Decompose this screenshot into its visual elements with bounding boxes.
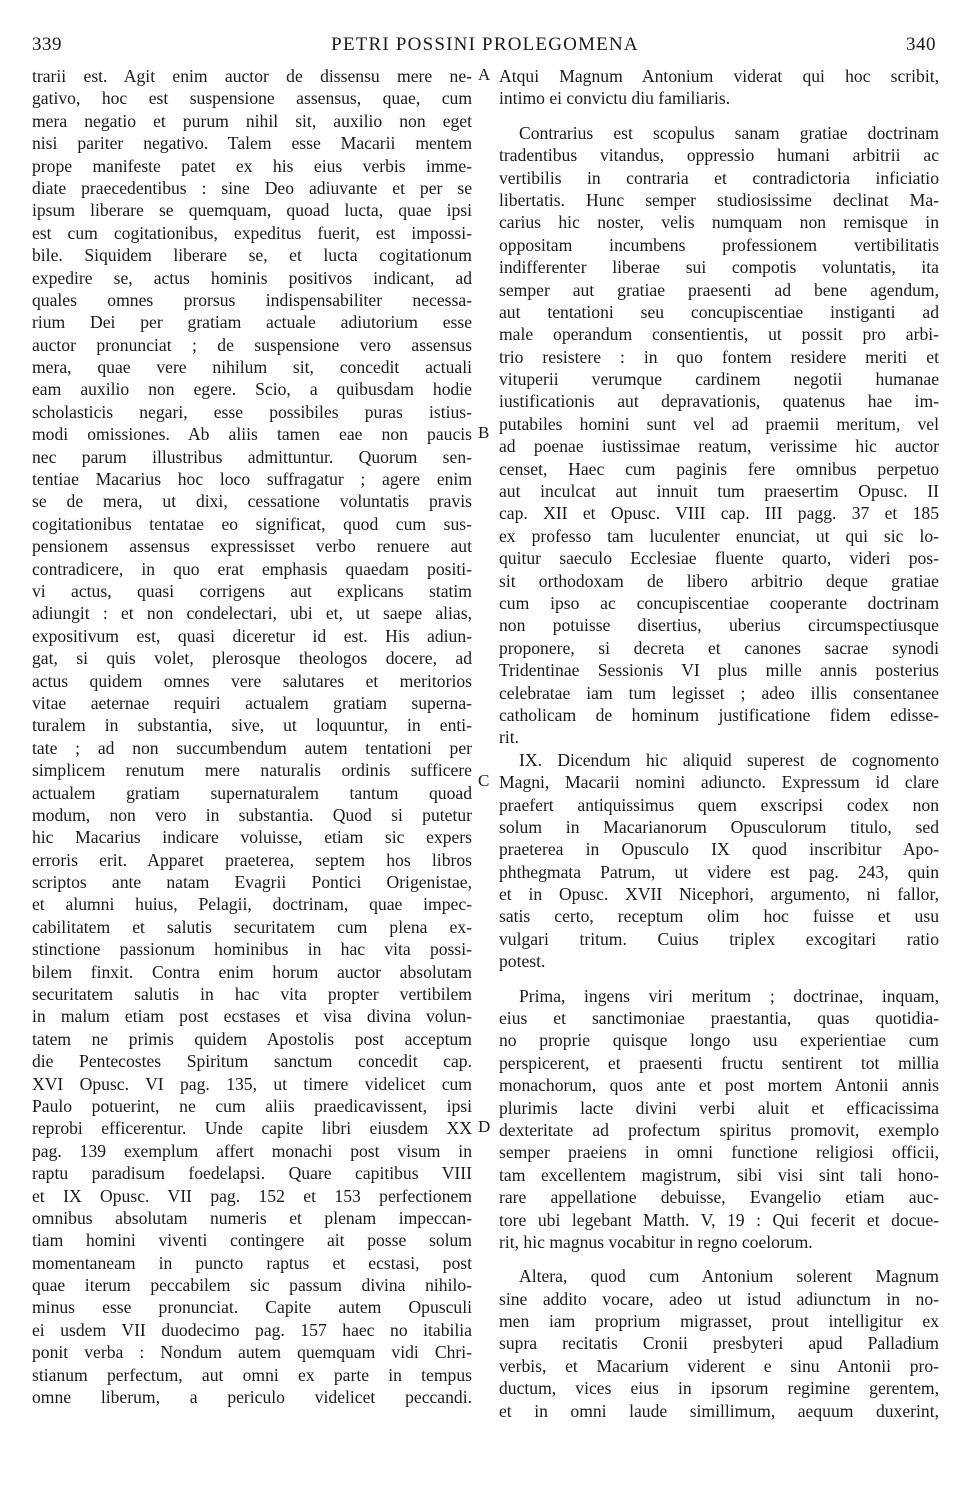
text-line: aut tentationi seu concupiscentiae instiganti ad: [499, 301, 939, 322]
text-line: semper aut gratiae praesenti ad bene agendum,: [499, 279, 939, 300]
text-line: expedire se, actus hominis positivos indicant, ad: [32, 267, 472, 288]
text-line: mera negatio et purum nihil sit, auxilio non eget: [32, 110, 472, 131]
text-line: ad poenae iustissimae reatum, verissime hic auctor: [499, 436, 939, 457]
text-line: hic Macarius indicare voluisse, etiam sic expers: [32, 827, 472, 848]
text-line: et IX Opusc. VII pag. 152 et 153 perfectionem: [32, 1185, 472, 1206]
text-line: mera, quae vere nihilum sit, concedit actuali: [32, 357, 472, 378]
text-line: putabiles homini sunt vel ad praemii meritum, vel: [499, 413, 939, 434]
text-line: tate ; ad non succumbendum autem tentationi per: [32, 737, 472, 758]
text-line: supra recitatis Cronii presbyteri apud Palladium: [499, 1333, 939, 1354]
text-line: trarii est. Agit enim auctor de dissensu mere ne-: [32, 66, 472, 86]
text-line: iustificationis aut depravationis, quatenus hae im-: [499, 391, 939, 412]
text-line: monachorum, quos ante et post mortem Antonii annis: [499, 1075, 939, 1096]
text-line: securitatem salutis in hac vita propter vertibilem: [32, 984, 472, 1005]
text-line: tore ubi legebant Matth. V, 19 : Qui fecerit et docue-: [499, 1209, 939, 1230]
text-line: Altera, quod cum Antonium solerent Magnum: [519, 1266, 939, 1287]
text-line: minus esse pronunciat. Capite autem Opusculi: [32, 1297, 472, 1318]
text-line: vi actus, quasi corrigens aut explicans statim: [32, 580, 472, 601]
text-line: Atqui Magnum Antonium viderat qui hoc scribit,: [499, 66, 939, 86]
text-line: vitae aeternae requiri actualem gratiam superna-: [32, 692, 472, 713]
text-line: ponit verba : Nondum autem quemquam vidi Chri-: [32, 1342, 472, 1363]
text-line: satis certo, receptum olim hoc fuisse et usu: [499, 906, 939, 927]
text-line: cogitationibus tentatae eo significat, quod cum sus-: [32, 513, 472, 534]
text-line: catholicam de hominum justificatione fidem edisse-: [499, 704, 939, 725]
text-line: intimo ei convictu diu familiaris.: [499, 88, 731, 109]
text-line: gativo, hoc est suspensione assensus, quae, cum: [32, 88, 472, 109]
margin-letter-c: C: [478, 771, 490, 790]
text-line: contradicere, in quo erat emphasis quaedam positi-: [32, 558, 472, 579]
text-line: plurimis lacte divini verbi aluit et efficacissima: [499, 1097, 939, 1118]
text-line: ductum, vices eius in ipsorum regimine gerentem,: [499, 1378, 939, 1399]
text-line: men iam proprium migrasset, prout intelligitur ex: [499, 1311, 939, 1332]
text-line: rium Dei per gratiam actuale adiutorium esse: [32, 312, 472, 333]
text-line: stianum perfectum, aut omni ex parte in tempus: [32, 1364, 472, 1385]
text-line: aut inculcat aut innuit tum praesertim Opusc. II: [499, 481, 939, 502]
text-line: tatem ne primis quidem Apostolis post acceptum: [32, 1028, 472, 1049]
left-column: [32, 65, 472, 1408]
text-line: quales omnes prorsus indispensabiliter necessa-: [32, 289, 472, 310]
text-line: actualem gratiam supernaturalem tantum quoad: [32, 782, 472, 803]
text-line: modi omissiones. Ab aliis tamen eae non paucis: [32, 424, 472, 445]
text-line: indifferenter liberae sui compotis voluntatis, ita: [499, 257, 939, 278]
text-line: scriptos ante natam Evagrii Pontici Origenistae,: [32, 872, 472, 893]
paragraph-gap: [499, 110, 939, 122]
text-line: nisi pariter negativo. Talem esse Macarii mentem: [32, 133, 472, 154]
right-column: [499, 65, 939, 1422]
text-line: gat, si quis volet, plerosque theologos docere, ad: [32, 648, 472, 669]
text-line: est cum cogitationibus, expeditus fuerit, est impossi-: [32, 222, 472, 243]
margin-letter-a: A: [478, 65, 491, 84]
text-line: tiam homini viventi contingere ait posse solum: [32, 1230, 472, 1251]
text-line: et in Opusc. XVII Nicephori, argumento, ni fallor,: [499, 884, 939, 905]
text-line: praefert antiquissimus quem exscripsi codex non: [499, 794, 939, 815]
text-line: IX. Dicendum hic aliquid superest de cognomento: [519, 749, 939, 770]
text-line: stinctione passionum hominibus in hac vita possi-: [32, 939, 472, 960]
text-line: tentiae Macarius hoc loco suffragatur ; agere enim: [32, 469, 472, 490]
text-line: scholasticis negari, esse possibiles puras istius-: [32, 401, 472, 422]
text-line: censet, Haec cum paginis fere omnibus perpetuo: [499, 458, 939, 479]
text-line: dexteritate ad profectum spiritus promovit, exemplo: [499, 1119, 939, 1140]
text-line: trio resistere : in quo fontem residere meriti et: [499, 346, 939, 367]
text-line: bilem finxit. Contra enim horum auctor absolutam: [32, 961, 472, 982]
text-line: tam excellentem magistrum, sibi visi sint tali hono-: [499, 1164, 939, 1185]
text-line: pensionem assensus expressisset verbo renuere aut: [32, 536, 472, 557]
text-line: Prima, ingens viri meritum ; doctrinae, inquam,: [519, 985, 939, 1006]
text-line: omnibus absolutam numeris et plenam impeccan-: [32, 1207, 472, 1228]
text-line: phthegmata Patrum, ut videre est pag. 243, quin: [499, 861, 939, 882]
text-line: oppositam incumbens professionem vertibilitatis: [499, 234, 939, 255]
text-line: carius hic noster, velis numquam non remisque in: [499, 212, 939, 233]
text-line: modum, non vero in substantia. Quod si putetur: [32, 804, 472, 825]
text-line: solum in Macarianorum Opusculorum titulo, sed: [499, 816, 939, 837]
text-line: Paulo potuerint, ne cum aliis praedicavissent, ipsi: [32, 1095, 472, 1116]
text-line: prope manifeste patet ex his eius verbis imme-: [32, 155, 472, 176]
text-line: eius et sanctimoniae praestantia, quas quotidia-: [499, 1008, 939, 1029]
text-line: ei usdem VII duodecimo pag. 157 haec no itabilia: [32, 1319, 472, 1340]
text-line: et in omni laude simillimum, aequum duxerint,: [499, 1400, 939, 1421]
text-line: perspicerent, et praesenti fructu sentirent tot millia: [499, 1052, 939, 1073]
text-line: no proprie quisque longo usu experientiae cum: [499, 1030, 939, 1051]
text-line: se de mera, ut dixi, cessatione voluntatis pravis: [32, 491, 472, 512]
text-line: proponere, si decreta et canones sacrae synodi: [499, 637, 939, 658]
text-line: et alumni huius, Pelagii, doctrinam, quae impec-: [32, 894, 472, 915]
text-line: cabilitatem et salutis securitatem cum plena ex-: [32, 916, 472, 937]
text-line: die Pentecostes Spiritum sanctum concedit cap.: [32, 1051, 472, 1072]
text-line: sit orthodoxam de libero arbitrio deque gratiae: [499, 570, 939, 591]
text-line: sine addito vocare, adeo ut istud adiunctum in no-: [499, 1288, 939, 1309]
text-line: ex professo tam luculenter enunciat, ut qui sic lo-: [499, 525, 939, 546]
text-line: diate praecedentibus : sine Deo adiuvante et per se: [32, 177, 472, 198]
text-line: vertibilis in contraria et contradictoria inficiatio: [499, 167, 939, 188]
text-line: potest.: [499, 951, 546, 972]
text-line: rare appellatione debuisse, Evangelio etiam auc-: [499, 1187, 939, 1208]
page-number-left: 339: [32, 34, 62, 55]
text-line: vulgari tritum. Cuius triplex excogitari ratio: [499, 928, 939, 949]
margin-letter-b: B: [478, 423, 490, 442]
text-line: ipsum liberare se quemquam, quoad lucta, quae ipsi: [32, 200, 472, 221]
paragraph-gap: [499, 1253, 939, 1265]
text-line: Contrarius est scopulus sanam gratiae doctrinam: [519, 122, 939, 143]
text-line: expositivum est, quasi diceretur id est. His adiun-: [32, 625, 472, 646]
text-line: quitur saeculo Ecclesiae fluente quarto, videri pos-: [499, 548, 939, 569]
text-line: male operandum consentientis, ut possit pro arbi-: [499, 324, 939, 345]
paragraph-gap: [499, 973, 939, 985]
text-line: turalem in substantia, sive, ut loquuntur, in enti-: [32, 715, 472, 736]
text-line: pag. 139 exemplum affert monachi post visum in: [32, 1140, 472, 1161]
text-line: Magni, Macarii nomini adiuncto. Expressum id clare: [499, 772, 939, 793]
text-line: auctor pronunciat ; de suspensione vero assensus: [32, 334, 472, 355]
text-line: erroris erit. Apparet praeterea, septem hos libros: [32, 849, 472, 870]
text-line: celebratae iam tum legisset ; adeo illis consentanee: [499, 682, 939, 703]
text-line: in malum etiam post ecstases et visa divina volun-: [32, 1006, 472, 1027]
text-line: omne liberum, a periculo videlicet peccandi.: [32, 1387, 472, 1408]
running-header: [0, 34, 970, 56]
text-line: simplicem renutum mere naturalis ordinis sufficere: [32, 760, 472, 781]
text-line: reprobi efficerentur. Unde capite libri eiusdem XX: [32, 1118, 472, 1139]
text-line: cap. XII et Opusc. VIII cap. III pagg. 37 et 185: [499, 503, 939, 524]
margin-letter-d: D: [478, 1117, 491, 1136]
text-line: adiungit : et non condelectari, ubi et, ut saepe alias,: [32, 603, 472, 624]
text-line: Tridentinae Sessionis VI plus mille annis posterius: [499, 660, 939, 681]
running-title: PETRI POSSINI PROLEGOMENA: [331, 34, 639, 55]
text-line: rit, hic magnus vocabitur in regno coelorum.: [499, 1231, 813, 1252]
text-line: non potuisse disertius, uberius circumspectiusque: [499, 615, 939, 636]
text-line: bile. Siquidem liberare se, et lucta cogitationum: [32, 245, 472, 266]
text-line: libertatis. Hunc semper studiosissime declinat Ma-: [499, 189, 939, 210]
text-line: praeterea in Opusculo IX quod inscribitur Apo-: [499, 839, 939, 860]
page-number-right: 340: [906, 34, 936, 55]
text-line: actus quidem omnes vere salutares et meritorios: [32, 670, 472, 691]
text-line: verbis, et Macarium viderent e sinu Antonii pro-: [499, 1355, 939, 1376]
text-line: vituperii verumque cardinem negotii humanae: [499, 369, 939, 390]
text-line: rit.: [499, 727, 520, 748]
text-line: quae iterum peccabilem sic passum divina nihilo-: [32, 1275, 472, 1296]
text-line: tradentibus vitandus, oppressio humani arbitrii ac: [499, 145, 939, 166]
text-line: semper praeiens in omni functione religiosi officii,: [499, 1142, 939, 1163]
text-line: momentaneam in puncto raptus et ecstasi, post: [32, 1252, 472, 1273]
text-line: XVI Opusc. VI pag. 135, ut timere videlicet cum: [32, 1073, 472, 1094]
text-line: cum ipso ac concupiscentiae cooperante doctrinam: [499, 592, 939, 613]
text-line: eam auxilio non egere. Scio, a quibusdam hodie: [32, 379, 472, 400]
text-line: raptu paradisum foedelapsi. Quare capitibus VIII: [32, 1163, 472, 1184]
text-line: nec parum illustribus admittuntur. Quorum sen-: [32, 446, 472, 467]
